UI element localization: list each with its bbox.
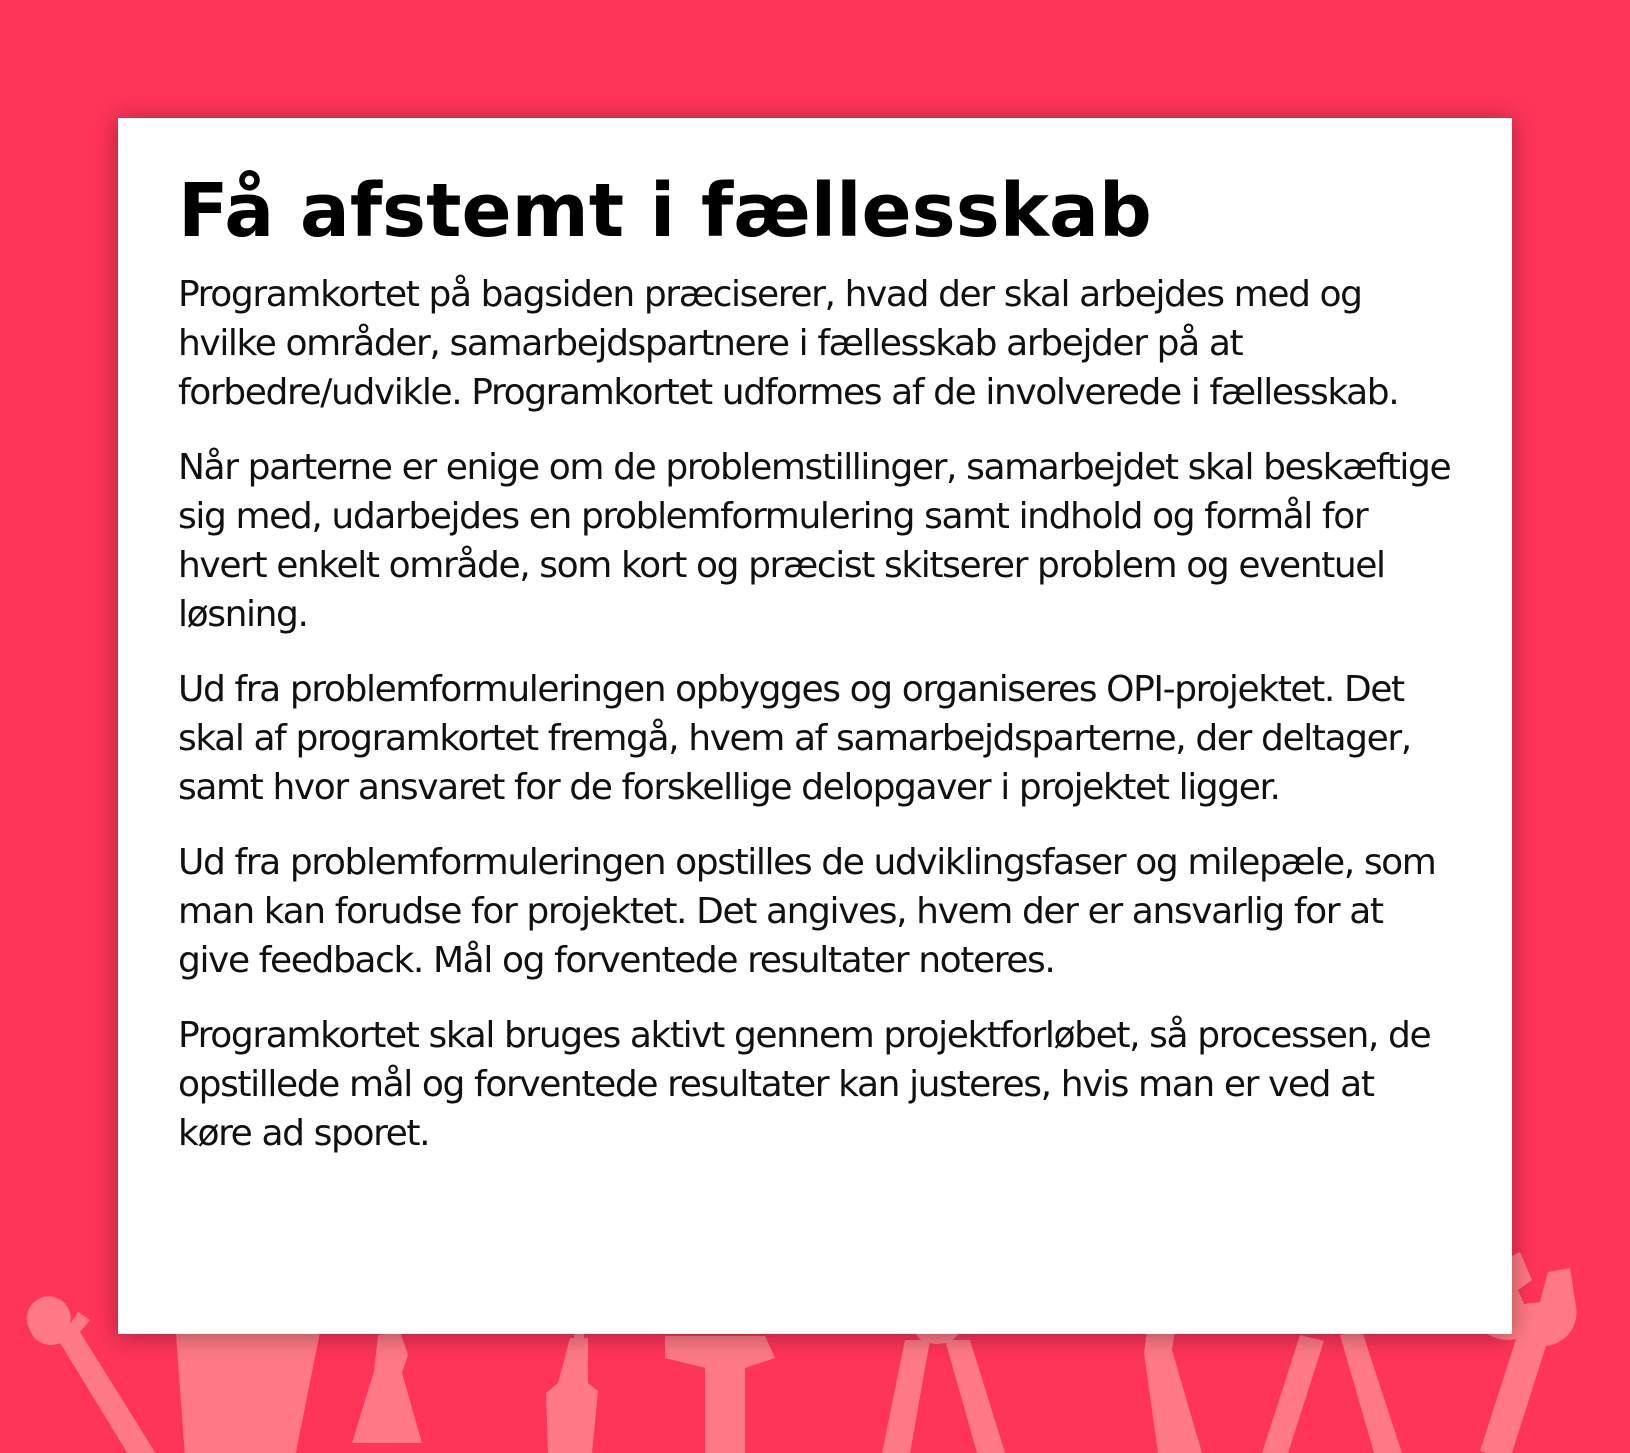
putty-knife-icon — [352, 1331, 422, 1443]
paragraph-2: Når parterne er enige om de problemstillinger, samarbejdet skal beskæftige sig med, udarbejdes en problemformulering samt indhold og formål for hvert enkelt område, som kort og præcist skitserer problem og eventuel løsning. — [178, 447, 1451, 635]
content-card — [118, 118, 1512, 1334]
paragraph-4: Ud fra problemformuleringen opstilles de udviklingsfaser og milepæle, som man kan forudse for projektet. Det angives, hvem der er ansvarlig for at give feedback. Mål og forventede resultater noteres. — [178, 842, 1436, 981]
paragraph-3: Ud fra problemformuleringen opbygges og organiseres OPI-projektet. Det skal af programkortet fremgå, hvem af samarbejdsparterne, der deltager, samt hvor ansvaret for de forskellige delopgaver i projektet ligger. — [178, 669, 1411, 808]
page-title: Få afstemt i fællesskab — [178, 168, 1152, 254]
paragraph-1: Programkortet på bagsiden præciserer, hvad der skal arbejdes med og hvilke områder, samarbejdspartnere i fællesskab arbejder på at forbedre/udvikle. Programkortet udformes af de involverede i fællesskab. — [178, 274, 1399, 413]
hammer-icon — [665, 1336, 775, 1453]
pliers-icon — [882, 1316, 1005, 1453]
paragraph-5: Programkortet skal bruges aktivt gennem projektforløbet, så processen, de opstillede mål og forventede resultater kan justeres, hvis man er ved at køre ad sporet. — [178, 1015, 1431, 1154]
